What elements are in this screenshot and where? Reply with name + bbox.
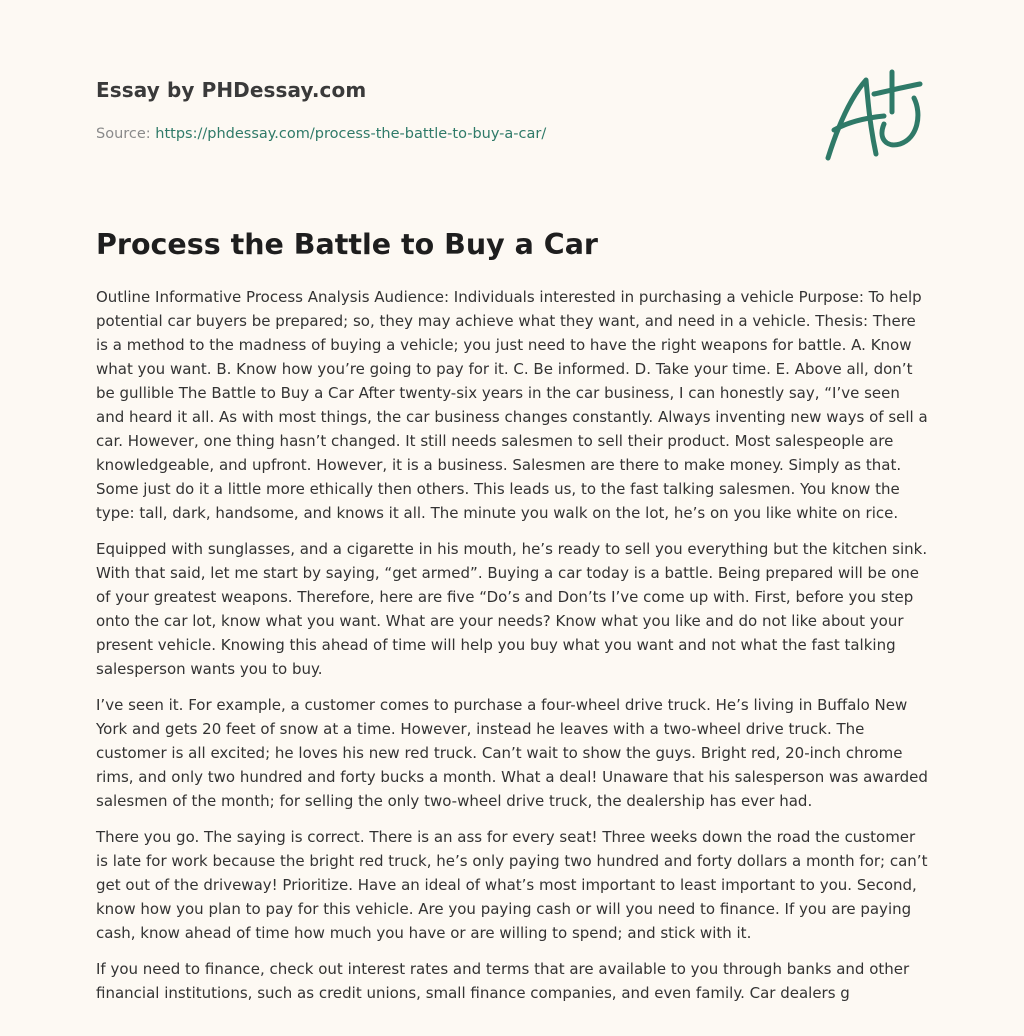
source-line: [96, 124, 546, 144]
essay-paragraph: Equipped with sunglasses, and a cigarette in his mouth, he’s ready to sell you everything but the kitchen sink. With that said, let me start by saying, “get armed”. Buying a car today is a battle. Being prepared will be one of your greatest weapons. Therefore, here are five “Do’s and Don’ts I’ve come up with. First, before you step onto the car lot, know what you want. What are your needs? Know what you like and do not like about your present vehicle. Knowing this ahead of time will help you buy what you want and not what the fast talking salesperson wants you to buy.: [96, 540, 928, 678]
essay-body: [96, 285, 930, 1017]
source-label: Source:: [96, 126, 156, 142]
essay-paragraph: There you go. The saying is correct. There is an ass for every seat! Three weeks down the road the customer is late for work because the bright red truck, he’s only paying two hundred and forty dollars a month for; can’t get out of the driveway! Prioritize. Have an ideal of what’s most important to least important to you. Second, know how you plan to pay for this vehicle. Are you paying cash or will you need to finance. If you are paying cash, know ahead of time how much you have or are willing to spend; and stick with it.: [96, 828, 928, 942]
essay-paragraph: I’ve seen it. For example, a customer comes to purchase a four-wheel drive truck. He’s living in Buffalo New York and gets 20 feet of snow at a time. However, instead he leaves with a two-wheel drive truck. The customer is all excited; he loves his new red truck. Can’t wait to show the guys. Bright red, 20-inch chrome rims, and only two hundred and forty bucks a month. What a deal! Unaware that his salesperson was awarded salesmen of the month; for selling the only two-wheel drive truck, the dealership has ever had.: [96, 696, 928, 810]
source-link[interactable]: https://phdessay.com/process-the-battle-to-buy-a-car/: [155, 126, 547, 142]
essay-title: Process the Battle to Buy a Car: [96, 228, 598, 261]
a-plus-logo-icon: [818, 66, 930, 166]
essay-paragraph: If you need to finance, check out interest rates and terms that are available to you through banks and other financial institutions, such as credit unions, small finance companies, and even family. Car dealers g: [96, 960, 910, 1002]
essay-paragraph: Outline Informative Process Analysis Audience: Individuals interested in purchasing a vehicle Purpose: To help potential car buyers be prepared; so, they may achieve what they want, and need in a vehicle. Thesis: There is a method to the madness of buying a vehicle; you just need to have the right weapons for battle. A. Know what you want. B. Know how you’re going to pay for it. C. Be informed. D. Take your time. E. Above all, don’t be gullible The Battle to Buy a Car After twenty-six years in the car business, I can honestly say, “I’ve seen and heard it all. As with most things, the car business changes constantly. Always inventing new ways of sell a car. However, one thing hasn’t changed. It still needs salesmen to sell their product. Most salespeople are knowledgeable, and upfront. However, it is a business. Salesmen are there to make money. Simply as that. Some just do it a little more ethically then others. This leads us, to the fast talking salesmen. You know the type: tall, dark, handsome, and knows it all. The minute you walk on the lot, he’s on you like white on rice.: [96, 288, 928, 522]
site-title: Essay by PHDessay.com: [96, 78, 367, 102]
page-header: [96, 76, 796, 104]
